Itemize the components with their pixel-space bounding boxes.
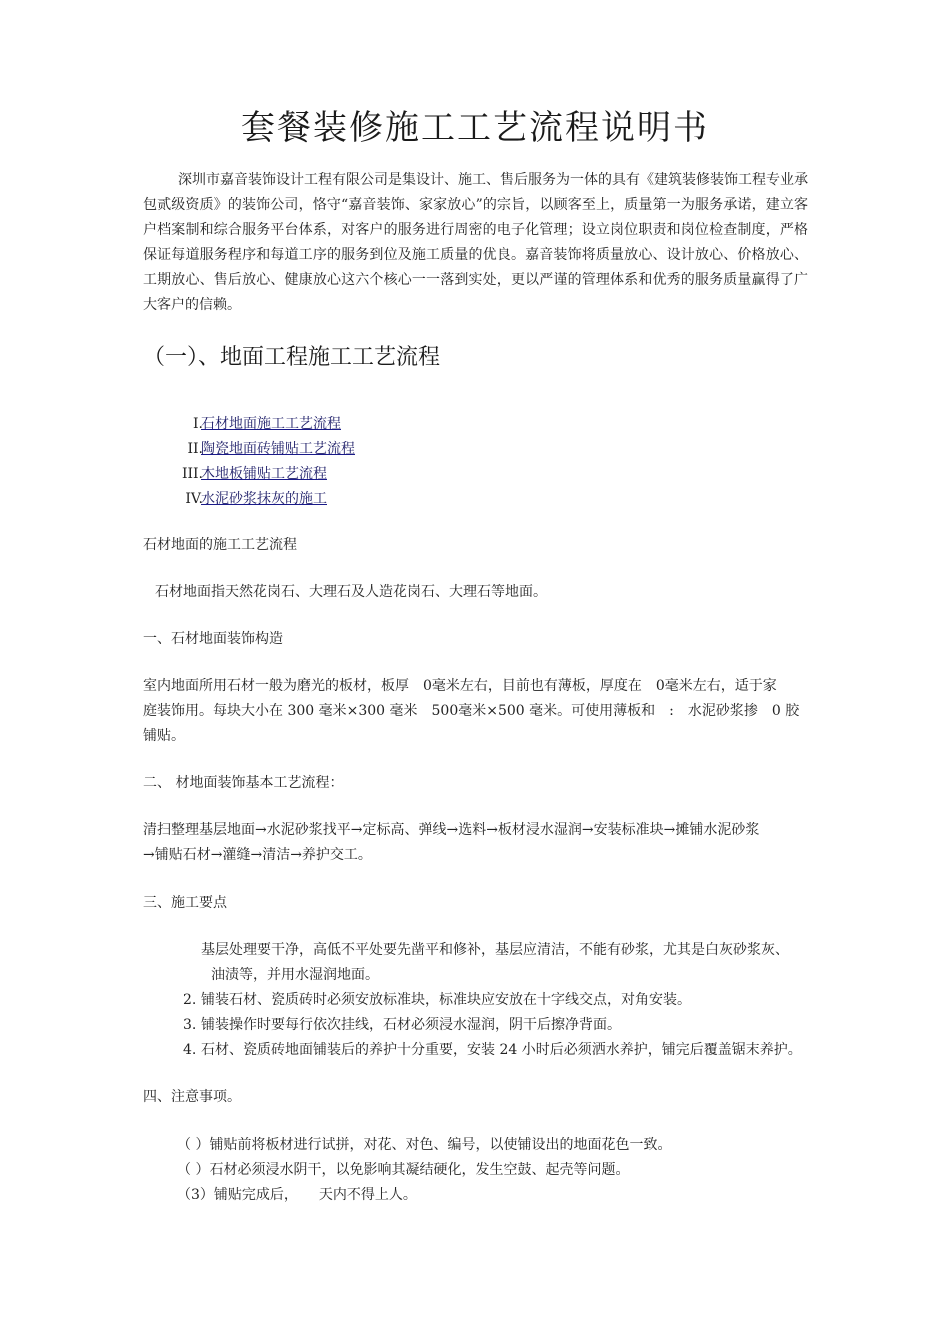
- subsection-description: 石材地面指天然花岗石、大理石及人造花岗石、大理石等地面。: [155, 584, 547, 600]
- toc-link-wood-floor[interactable]: 木地板铺贴工艺流程: [201, 466, 327, 482]
- paragraph-1-line-3: 铺贴。: [143, 728, 185, 744]
- toc-link-stone-floor[interactable]: 石材地面施工工艺流程: [201, 416, 341, 432]
- document-title: 套餐装修施工工艺流程说明书: [241, 108, 709, 148]
- point-text: 铺装操作时要每行依次挂线，石材必须浸水湿润，阴干后擦净背面。: [201, 1017, 621, 1033]
- intro-paragraph: 深圳市嘉音装饰设计工程有限公司是集设计、施工、售后服务为一体的具有《建筑装修装饰工程专业承包贰级资质》的装饰公司，恪守“嘉音装饰、家家放心”的宗旨，以顾客至上，质量第一为服务承诺，建立客户档案制和综合服务平台体系，对客户的服务进行周密的电子化管理；设立岗位职责和岗位检查制度，严格保证每道服务程序和每道工序的服务到位及施工质量的优良。嘉音装饰将质量放心、设计放心、价格放心、工期放心、售后放心、健康放心这六个核心一一落到实处，更以严谨的管理体系和优秀的服务质量赢得了广大客户的信赖。: [143, 172, 808, 313]
- list-item: [183, 1038, 813, 1063]
- list-item: [183, 988, 813, 1013]
- subsection-title: 石材地面的施工工艺流程: [143, 537, 297, 553]
- point-1-line-2: 油渍等，并用水湿润地面。: [211, 967, 379, 983]
- paragraph-2-line-2: →铺贴石材→灌缝→清洁→养护交工。: [143, 847, 372, 863]
- heading-4: 四、注意事项。: [143, 1089, 241, 1105]
- toc-number: II.: [187, 441, 203, 457]
- table-of-contents: [143, 412, 643, 512]
- construction-points: [183, 938, 813, 1063]
- heading-3: 三、施工要点: [143, 895, 227, 911]
- toc-number: IV.: [185, 491, 203, 507]
- note-item: （ ）石材必须浸水阴干，以免影响其凝结硬化，发生空鼓、起壳等问题。: [177, 1162, 630, 1178]
- toc-item[interactable]: [143, 437, 643, 462]
- note-item: （3）铺贴完成后， 天内不得上人。: [177, 1187, 417, 1203]
- toc-item[interactable]: [143, 462, 643, 487]
- section-heading: （一）、地面工程施工工艺流程: [143, 345, 441, 370]
- paragraph-1-line-1: 室内地面所用石材一般为磨光的板材，板厚 0毫米左右，目前也有薄板，厚度在 0毫米左右，适于家: [143, 678, 777, 694]
- toc-item[interactable]: [143, 412, 643, 437]
- heading-1: 一、石材地面装饰构造: [143, 631, 283, 647]
- list-item: [183, 1013, 813, 1038]
- notes-list: [177, 1133, 797, 1208]
- toc-item[interactable]: [143, 487, 643, 512]
- note-item: （ ）铺贴前将板材进行试拼，对花、对色、编号，以使铺设出的地面花色一致。: [177, 1137, 672, 1153]
- point-text: 石材、瓷质砖地面铺装后的养护十分重要，安装 24 小时后必须洒水养护，铺完后覆盖锯末养护。: [201, 1042, 802, 1058]
- toc-link-ceramic-tile[interactable]: 陶瓷地面砖铺贴工艺流程: [201, 441, 355, 457]
- point-number: 2.: [183, 992, 197, 1008]
- paragraph-1-line-2: 庭装饰用。每块大小在 300 毫米×300 毫米 500毫米×500 毫米。可使用薄板和 : 水泥砂浆掺 0 胶: [143, 703, 800, 719]
- paragraph-2-line-1: 清扫整理基层地面→水泥砂浆找平→定标高、弹线→选料→板材浸水湿润→安装标准块→摊铺水泥砂浆: [143, 822, 760, 838]
- point-text: 铺装石材、瓷质砖时必须安放标准块，标准块应安放在十字线交点，对角安装。: [201, 992, 691, 1008]
- point-1-line-1: 基层处理要干净，高低不平处要先凿平和修补，基层应清洁，不能有砂浆，尤其是白灰砂浆灰、: [201, 942, 789, 958]
- toc-link-cement-plaster[interactable]: 水泥砂浆抹灰的施工: [201, 491, 327, 507]
- point-number: 3.: [183, 1017, 197, 1033]
- point-number: 4.: [183, 1042, 197, 1058]
- toc-number: III.: [181, 466, 203, 482]
- toc-number: I.: [193, 416, 203, 432]
- heading-2: 二、 材地面装饰基本工艺流程：: [143, 775, 344, 791]
